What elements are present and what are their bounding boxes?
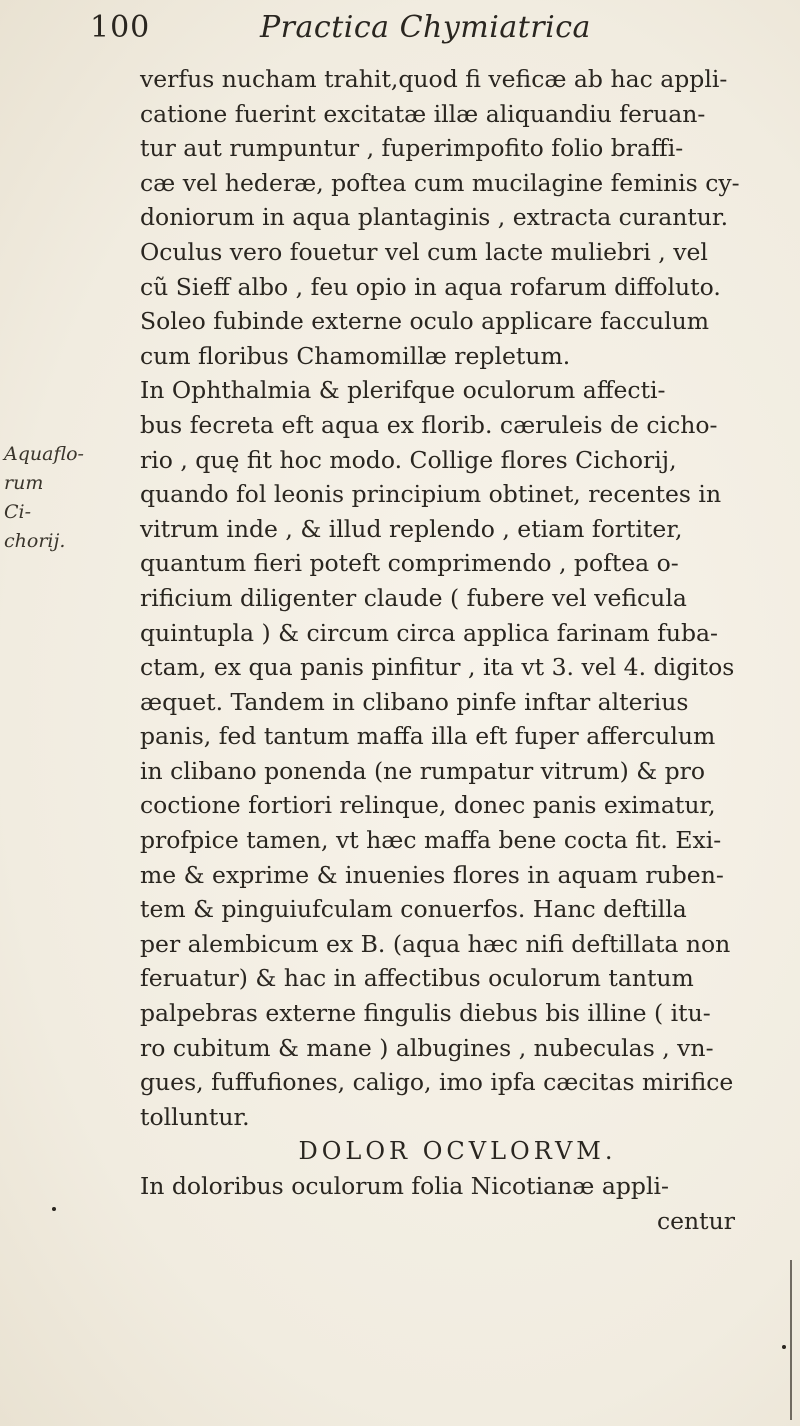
ink-speck (52, 1207, 56, 1211)
text-line: tem & pinguiufculam conuerfos. Hanc deftilla (140, 895, 687, 924)
text-line: in clibano ponenda (ne rumpatur vitrum) & pro (140, 756, 706, 785)
text-line: doniorum in aqua plantaginis , extracta curantur. (140, 203, 729, 232)
text-line: In doloribus oculorum folia Nicotianæ appli- (140, 1172, 669, 1200)
marginal-line: chorij. (4, 530, 66, 552)
text-line: palpebras externe fingulis diebus bis illine ( itu- (140, 999, 711, 1028)
text-line: rificium diligenter claude ( fubere vel veficula (140, 583, 687, 612)
section-heading: DOLOR OCVLORVM. (298, 1137, 617, 1166)
text-line: profpice tamen, vt hæc maffa bene cocta fit. Exi- (140, 826, 722, 855)
text-line: Oculus vero fouetur vel cum lacte muliebri , vel (140, 237, 708, 266)
text-line: vitrum inde , & illud replendo , etiam fortiter, (140, 514, 683, 543)
running-title: Practica Chymiatrica (260, 10, 591, 45)
page-edge-line (790, 1260, 792, 1420)
text-line: æquet. Tandem in clibano pinfe inftar alterius (140, 687, 689, 716)
ink-speck (782, 1345, 786, 1349)
main-text (140, 62, 775, 1238)
text-line: feruatur) & hac in affectibus oculorum tantum (140, 964, 694, 993)
text-line: panis, fed tantum maffa illa eft fuper afferculum (140, 722, 716, 751)
marginal-note (4, 440, 84, 556)
page-number: 100 (90, 10, 151, 45)
text-line: Soleo fubinde externe oculo applicare facculum (140, 307, 710, 336)
text-line: quintupla ) & circum circa applica farinam fuba- (140, 618, 718, 647)
text-line: coctione fortiori relinque, donec panis eximatur, (140, 791, 716, 820)
text-line: tolluntur. (140, 1102, 250, 1131)
text-line: ctam, ex qua panis pinfitur , ita vt 3. vel 4. digitos (140, 653, 735, 682)
text-line: tur aut rumpuntur , fuperimpofito folio braffi- (140, 134, 684, 163)
text-line: verfus nucham trahit,quod fi veficæ ab hac appli- (140, 65, 728, 93)
text-line: rio , quę fit hoc modo. Collige flores Cichorij, (140, 445, 677, 474)
text-line: cũ Sieff albo , feu opio in aqua rofarum diffoluto. (140, 272, 721, 301)
text-line: quando fol leonis principium obtinet, recentes in (140, 480, 722, 509)
text-line: per alembicum ex B. (aqua hæc nifi deftillata non (140, 929, 731, 958)
text-line: catione fuerint excitatæ illæ aliquandiu feruan- (140, 99, 706, 128)
marginal-line: Aquaflo- (4, 443, 84, 465)
text-line: cæ vel hederæ, poftea cum mucilagine feminis cy- (140, 168, 740, 197)
text-line: In Ophthalmia & plerifque oculorum affecti- (140, 376, 666, 405)
text-line: cum floribus Chamomillæ repletum. (140, 341, 571, 370)
marginal-line: rum Ci- (4, 472, 44, 523)
text-line: ro cubitum & mane ) albugines , nubeculas , vn- (140, 1033, 714, 1062)
text-line: quantum fieri poteft comprimendo , poftea o- (140, 549, 679, 578)
page-header (90, 10, 710, 58)
catchword: centur (656, 1206, 735, 1235)
text-line: bus fecreta eft aqua ex florib. cæruleis de cicho- (140, 410, 718, 439)
text-line: me & exprime & inuenies flores in aquam ruben- (140, 860, 724, 889)
text-line: gues, fuffufiones, caligo, imo ipfa cæcitas mirifice (140, 1068, 734, 1097)
